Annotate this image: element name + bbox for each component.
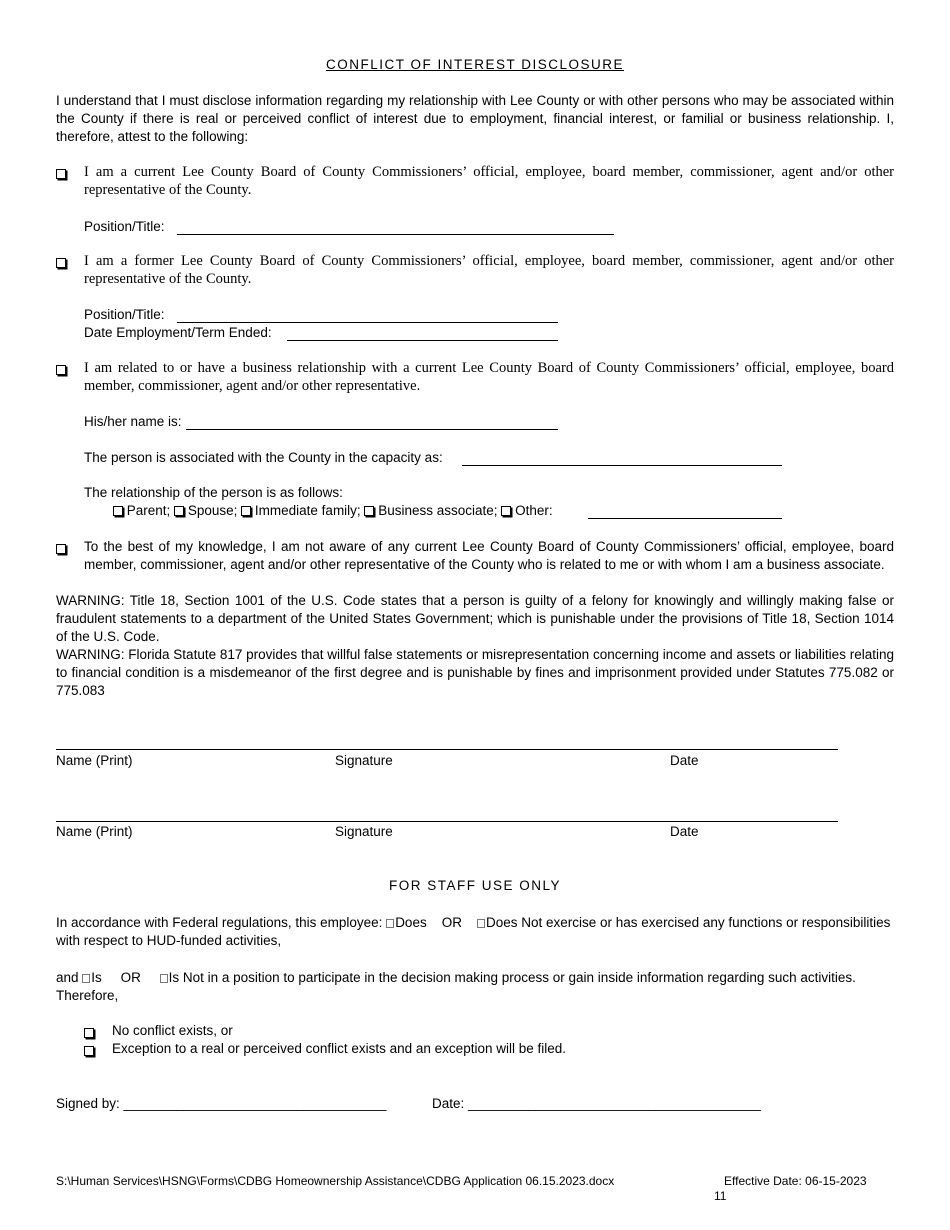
no-conflict-label: No conflict exists, or — [112, 1023, 233, 1038]
current-official-checkbox[interactable] — [56, 165, 70, 181]
related-checkbox[interactable] — [56, 361, 70, 377]
staff-use-heading: FOR STAFF USE ONLY — [388, 878, 561, 893]
warning-florida817: WARNING: Florida Statute 817 provides that willful false statements or misrepresentation concerning income and assets or liabilities relating to financial condition is a misdemeanor of the first degree and is punishable by fines and imprisonment provided under Statutes 775.082 or 775.083 — [56, 647, 894, 698]
name-print-label-2: Name (Print) — [56, 824, 133, 839]
related-capacity-field[interactable] — [462, 451, 782, 466]
relationship-options — [113, 502, 553, 520]
other-checkbox[interactable] — [501, 506, 511, 516]
page-number: 11 — [714, 1189, 727, 1203]
is-not-checkbox[interactable] — [160, 974, 168, 983]
exception-label: Exception to a real or perceived conflict exists and an exception will be filed. — [112, 1041, 566, 1056]
not-aware-text: To the best of my knowledge, I am not aware of any current Lee County Board of County Commissioners’ official, employee, board member, commissioner, agent and/or other representative of the County who is related to me or with whom I am a business associate. — [84, 539, 894, 572]
does-not-checkbox[interactable] — [477, 919, 485, 928]
date-label-1: Date — [670, 753, 699, 768]
signature-line-1[interactable] — [56, 749, 838, 750]
parent-checkbox[interactable] — [113, 506, 123, 516]
option-other[interactable]: Other: — [501, 503, 552, 518]
other-relationship-field[interactable] — [588, 504, 782, 519]
immediate-family-checkbox[interactable] — [241, 506, 251, 516]
page-title: CONFLICT OF INTEREST DISCLOSURE — [325, 57, 625, 72]
current-position-field[interactable] — [177, 220, 614, 235]
former-position-field[interactable] — [177, 308, 558, 323]
staff-paragraph-2: and Is OR Is Not in a position to participate in the decision making process or gain inside information regarding such activities. Therefore, — [56, 970, 856, 1003]
date-label-2: Date — [670, 824, 699, 839]
signature-line-2[interactable] — [56, 821, 838, 822]
related-name-label: His/her name is: — [84, 414, 182, 429]
name-print-label-1: Name (Print) — [56, 753, 133, 768]
intro-paragraph: I understand that I must disclose information regarding my relationship with Lee County or with other persons who may be associated within the County if there is real or perceived conflict of interest due to employment, financial interest, or familial or business relationship. I, therefore, attest to the following: — [56, 93, 894, 144]
current-position-label: Position/Title: — [84, 219, 165, 234]
current-official-text: I am a current Lee County Board of County Commissioners’ official, employee, board member, commissioner, agent and/or other representative of the County. — [84, 164, 894, 198]
option-business-associate[interactable]: Business associate; — [364, 503, 497, 518]
staff-paragraph-1: In accordance with Federal regulations, this employee: Does OR Does Not exercise or has exercised any functions or responsibilities with respect to HUD-funded activities, — [56, 915, 891, 948]
business-associate-checkbox[interactable] — [364, 506, 374, 516]
former-date-field[interactable] — [287, 326, 558, 341]
option-parent[interactable]: Parent; — [113, 503, 170, 518]
footer-file-path: S:\Human Services\HSNG\Forms\CDBG Homeownership Assistance\CDBG Application 06.15.2023.docx — [56, 1174, 615, 1188]
no-conflict-checkbox[interactable] — [84, 1024, 94, 1042]
footer-effective-date: Effective Date: 06-15-2023 — [724, 1174, 867, 1188]
is-checkbox[interactable] — [82, 974, 90, 983]
signature-label-1: Signature — [335, 753, 393, 768]
signed-by-field[interactable]: Signed by: ___________________________________ — [56, 1096, 387, 1111]
spouse-checkbox[interactable] — [174, 506, 184, 516]
related-capacity-label: The person is associated with the County in the capacity as: — [84, 450, 443, 465]
related-text: I am related to or have a business relationship with a current Lee County Board of County Commissioners’ official, employee, board member, commissioner, agent and/or other representative. — [84, 360, 894, 394]
signature-label-2: Signature — [335, 824, 393, 839]
related-name-field[interactable] — [186, 415, 558, 430]
former-official-checkbox[interactable] — [56, 254, 70, 270]
former-date-label: Date Employment/Term Ended: — [84, 325, 272, 340]
former-official-text: I am a former Lee County Board of County Commissioners’ official, employee, board member, commissioner, agent and/or other representative of the County. — [84, 253, 894, 287]
not-aware-checkbox[interactable] — [56, 540, 70, 556]
option-immediate-family[interactable]: Immediate family; — [241, 503, 361, 518]
related-relationship-label: The relationship of the person is as follows: — [84, 485, 343, 500]
does-checkbox[interactable] — [386, 919, 394, 928]
staff-date-field[interactable]: Date: _______________________________________ — [432, 1096, 761, 1111]
former-position-label: Position/Title: — [84, 307, 165, 322]
warning-title18: WARNING: Title 18, Section 1001 of the U.S. Code states that a person is guilty of a felony for knowingly and willingly making false or fraudulent statements to a department of the United States Government; which is punishable under the provisions of Title 18, Section 1014 of the U.S. Code. — [56, 593, 894, 644]
option-spouse[interactable]: Spouse; — [174, 503, 237, 518]
exception-checkbox[interactable] — [84, 1042, 94, 1060]
